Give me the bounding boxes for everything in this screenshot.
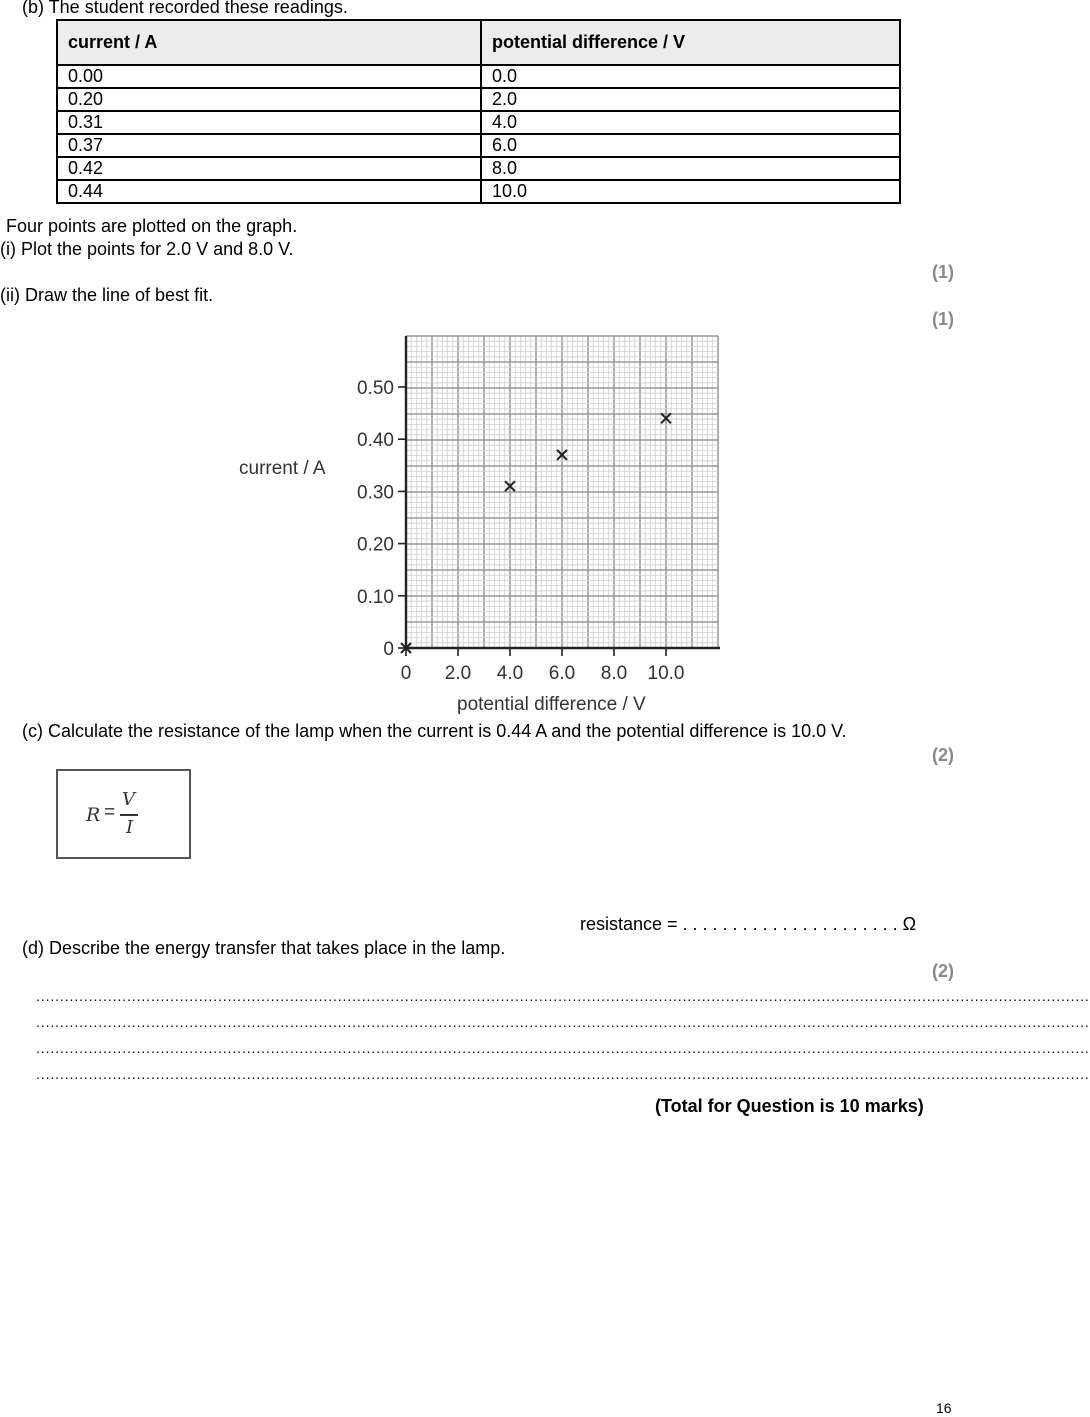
x-tick-label: 4.0 (496, 663, 524, 684)
table-cell: 0.31 (57, 111, 481, 134)
marks-b-i: (1) (932, 262, 954, 282)
y-tick-label: 0.50 (357, 378, 394, 399)
part-b-intro: (b) The student recorded these readings. (22, 0, 348, 17)
x-tick-label: 6.0 (548, 663, 576, 684)
y-tick-label: 0 (383, 639, 394, 660)
x-tick-label: 2.0 (444, 663, 472, 684)
table-cell: 0.44 (57, 180, 481, 203)
resistance-answer-line: resistance = . . . . . . . . . . . . . . . . . . . . . . Ω (580, 914, 917, 934)
table-cell: 0.0 (481, 65, 900, 88)
y-tick-label: 0.30 (357, 482, 394, 504)
y-axis-label: current / A (239, 458, 326, 479)
x-tick-label: 8.0 (600, 663, 628, 684)
answer-line[interactable]: ............................................................................................................................................................................................................................ (36, 1040, 1090, 1056)
x-axis-label: potential difference / V (457, 694, 646, 715)
formula-v: V (122, 789, 135, 810)
table-cell: 0.37 (57, 134, 481, 157)
current-pd-graph (230, 328, 730, 720)
marks-b-ii: (1) (932, 309, 954, 329)
table-cell: 0.42 (57, 157, 481, 180)
x-tick-label: 0 (400, 663, 412, 684)
table-cell: 4.0 (481, 111, 900, 134)
answer-line[interactable]: ............................................................................................................................................................................................................................ (36, 988, 1090, 1004)
table-cell: 8.0 (481, 157, 900, 180)
y-tick-label: 0.10 (357, 586, 394, 608)
table-row (57, 111, 900, 134)
table-row (57, 157, 900, 180)
plotted-note: Four points are plotted on the graph. (6, 216, 298, 236)
table-cell: 0.00 (57, 65, 481, 88)
question-c: (c) Calculate the resistance of the lamp when the current is 0.44 A and the potential difference is 10.0 V. (22, 721, 847, 741)
y-tick-label: 0.40 (357, 430, 394, 452)
formula-r: R (86, 804, 101, 826)
graph-grid (406, 336, 718, 648)
table-cell: 2.0 (481, 88, 900, 111)
y-tick-label: 0.20 (357, 534, 394, 556)
page-number: 16 (936, 1400, 952, 1416)
question-b-ii: (ii) Draw the line of best fit. (0, 285, 214, 305)
table-row (57, 180, 900, 203)
formula-i: I (126, 817, 134, 838)
marks-d: (2) (932, 961, 954, 981)
formula-equals: = (104, 802, 116, 823)
table-header-current: current / A (57, 20, 481, 65)
table-row (57, 134, 900, 157)
marks-c: (2) (932, 745, 954, 765)
table-cell: 6.0 (481, 134, 900, 157)
x-tick-label: 10.0 (647, 663, 685, 684)
table-cell: 10.0 (481, 180, 900, 203)
fraction-bar (120, 814, 138, 816)
answer-line[interactable]: ............................................................................................................................................................................................................................ (36, 1014, 1090, 1030)
question-b-i: (i) Plot the points for 2.0 V and 8.0 V. (0, 239, 294, 259)
readings-table (56, 19, 901, 204)
answer-line[interactable]: ............................................................................................................................................................................................................................ (36, 1066, 1090, 1082)
table-header-pd: potential difference / V (481, 20, 900, 65)
total-marks: (Total for Question is 10 marks) (655, 1096, 924, 1116)
formula-box (56, 769, 191, 859)
table-row (57, 65, 900, 88)
table-row (57, 88, 900, 111)
question-d: (d) Describe the energy transfer that takes place in the lamp. (22, 938, 506, 958)
table-cell: 0.20 (57, 88, 481, 111)
